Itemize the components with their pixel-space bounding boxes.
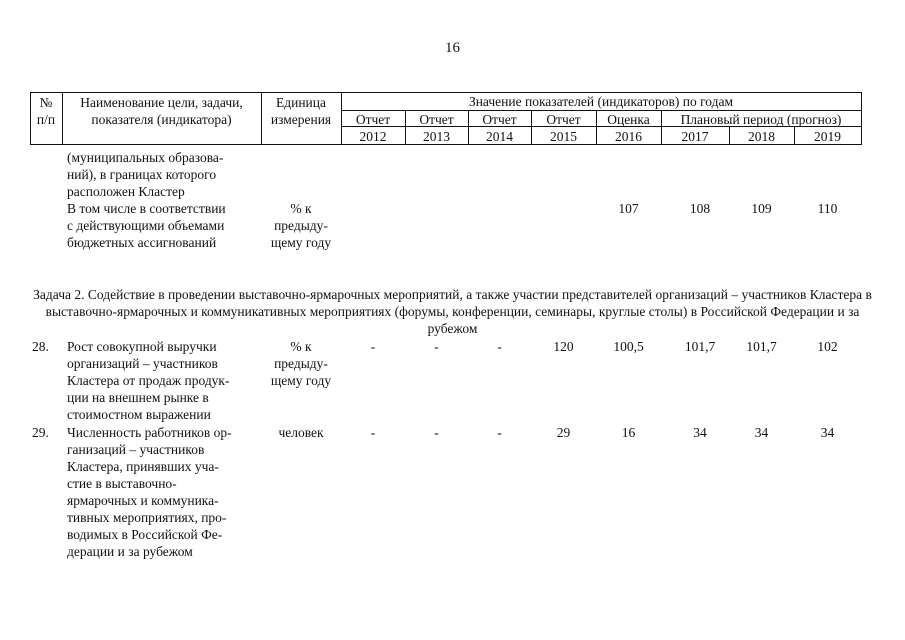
row-unit-line: щему году — [270, 235, 332, 250]
value-cell: - — [497, 425, 502, 440]
row-name-line: ярмарочных и коммуника- — [67, 493, 219, 508]
row-name-line: организаций – участников — [67, 356, 218, 371]
value-cell: 101,7 — [684, 339, 716, 354]
row-number: 29. — [32, 425, 49, 440]
header-year-type: Отчет — [546, 112, 581, 127]
row-name-line: ний), в границах которого — [67, 167, 217, 182]
value-cell: - — [370, 425, 376, 440]
row-name-line: Рост совокупной выручки — [67, 339, 217, 354]
header-year-type: Отчет — [482, 112, 517, 127]
row-unit-line: % к — [290, 339, 312, 354]
value-cell: - — [370, 339, 376, 354]
row-name-line: (муниципальных образова- — [67, 150, 224, 165]
task-heading: Задача 2. Содействие в проведении выставочно-ярмарочных мероприятий, а также участии представителей организаций – участников Кластера в выставочно-ярмарочных и коммуникативных мероприятиях (форумы, конференции, семинары, круглые столы) в Российской Федерации и за рубежом — [33, 287, 872, 336]
row-unit-line: предыду- — [274, 218, 328, 233]
header-year-type: Отчет — [355, 112, 391, 127]
row-name-line: стоимостном выражении — [67, 407, 211, 422]
header-year-type: Отчет — [419, 112, 454, 127]
row-name-line: В том числе в соответствии — [67, 201, 226, 216]
header-year: 2013 — [423, 129, 450, 144]
row-name-line: Кластера, принявших уча- — [67, 459, 219, 474]
header-year-type: Оценка — [607, 112, 650, 127]
header-plan-year: 2019 — [814, 129, 841, 144]
header-plan-year: 2018 — [748, 129, 775, 144]
value-cell: 29 — [556, 425, 571, 440]
header-unit-label: Единица — [275, 95, 326, 110]
header-num-label: № — [39, 95, 53, 110]
row-name-line: дерации и за рубежом — [67, 544, 193, 559]
value-cell: 34 — [820, 425, 835, 440]
row-name-line: стие в выставочно- — [67, 476, 177, 491]
value-cell: 102 — [817, 339, 838, 354]
value-cell: 109 — [751, 201, 772, 216]
header-values-title: Значение показателей (индикаторов) по годам — [468, 94, 734, 109]
header-name-label: Наименование цели, задачи, — [80, 95, 243, 110]
value-cell: 107 — [618, 201, 639, 216]
header-year: 2015 — [550, 129, 577, 144]
row-name-line: ции на внешнем рынке в — [67, 390, 209, 405]
row-unit-line: человек — [278, 425, 324, 440]
header-year: 2012 — [359, 129, 387, 144]
row-number: 28. — [32, 339, 49, 354]
value-cell: - — [497, 339, 502, 354]
row-unit-line: щему году — [270, 373, 332, 388]
row-unit-line: % к — [290, 201, 312, 216]
header-plan-year: 2017 — [681, 129, 709, 144]
row-name-line: Кластера от продаж продук- — [67, 373, 230, 388]
row-name-line: ганизаций – участников — [67, 442, 205, 457]
value-cell: 34 — [693, 425, 707, 440]
row-name-line: тивных мероприятиях, про- — [67, 510, 227, 525]
row-name-line: водимых в Российской Фе- — [67, 527, 223, 542]
value-cell: 16 — [621, 425, 636, 440]
header-num-label-2: п/п — [36, 112, 56, 127]
row-unit-line: предыду- — [274, 356, 328, 371]
header-name-label-2: показателя (индикатора) — [91, 112, 232, 127]
value-cell: 108 — [689, 201, 711, 216]
value-cell: - — [434, 339, 439, 354]
header-plan-title: Плановый период (прогноз) — [680, 112, 842, 127]
row-name-line: с действующими объемами — [67, 218, 225, 233]
value-cell: 34 — [754, 425, 769, 440]
value-cell: 101,7 — [746, 339, 777, 354]
row-name-line: бюджетных ассигнований — [67, 235, 217, 250]
value-cell: - — [434, 425, 439, 440]
header-year: 2016 — [615, 129, 642, 144]
row-name-line: Численность работников ор- — [67, 425, 232, 440]
value-cell: 100,5 — [613, 339, 644, 354]
value-cell: 110 — [817, 201, 838, 216]
row-name-line: расположен Кластер — [67, 184, 185, 199]
header-unit-label-2: измерения — [270, 112, 332, 127]
header-year: 2014 — [486, 129, 513, 144]
page-number: 16 — [445, 40, 460, 56]
value-cell: 120 — [553, 339, 574, 354]
